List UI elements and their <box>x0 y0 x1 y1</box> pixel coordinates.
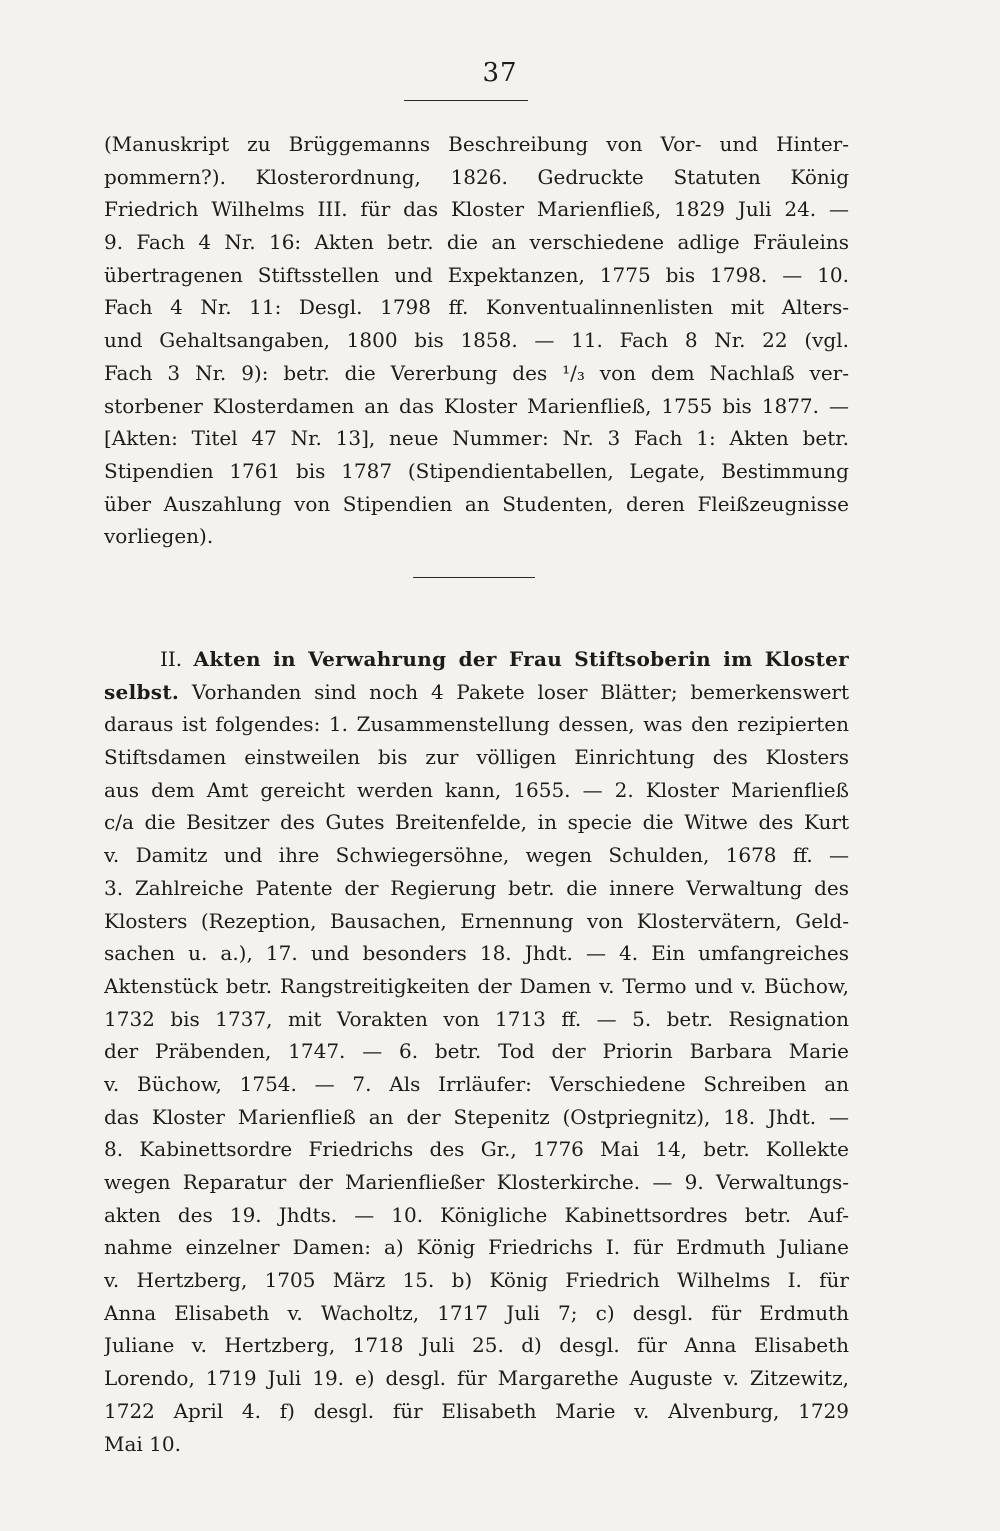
section-heading-line <box>104 643 849 676</box>
text-line: Mai 10. <box>104 1431 181 1456</box>
text-line: pommern?). Klosterordnung, 1826. Gedruckte Statuten König <box>104 164 849 189</box>
text-line: übertragenen Stiftsstellen und Expektanzen, 1775 bis 1798. — 10. <box>104 262 849 287</box>
top-divider <box>404 100 528 101</box>
text-line: Stiftsdamen einstweilen bis zur völligen Einrichtung des Klosters <box>104 745 849 770</box>
text-line: storbener Klosterdamen an das Kloster Marienfließ, 1755 bis 1877. — <box>104 393 849 418</box>
text-line: c/a die Besitzer des Gutes Breitenfelde, in specie die Witwe des Kurt <box>104 810 849 835</box>
text-line: Juliane v. Hertzberg, 1718 Juli 25. d) desgl. für Anna Elisabeth <box>104 1333 849 1358</box>
text-line <box>104 676 849 709</box>
text-line: (Manuskript zu Brüggemanns Beschreibung von Vor- und Hinter- <box>104 132 849 156</box>
paragraph-archive-list <box>104 128 849 553</box>
text-line: 3. Zahlreiche Patente der Regierung betr. die innere Verwaltung des <box>104 875 849 900</box>
text-line: v. Hertzberg, 1705 März 15. b) König Friedrich Wilhelms I. für <box>104 1268 849 1293</box>
section-2-paragraph <box>104 643 849 1460</box>
text-line: Stipendien 1761 bis 1787 (Stipendientabellen, Legate, Bestimmung <box>104 458 849 483</box>
text-line: nahme einzelner Damen: a) König Friedrichs I. für Erdmuth Juliane <box>104 1235 849 1260</box>
text-line: Fach 3 Nr. 9): betr. die Vererbung des ¹/₃ von dem Nachlaß ver- <box>104 360 849 385</box>
text-line: daraus ist folgendes: 1. Zusammenstellung dessen, was den rezipierten <box>104 712 849 737</box>
text-line: Aktenstück betr. Rangstreitigkeiten der Damen v. Termo und v. Büchow, <box>104 973 849 998</box>
text-line: v. Büchow, 1754. — 7. Als Irrläufer: Verschiedene Schreiben an <box>104 1071 849 1096</box>
text-line: v. Damitz und ihre Schwiegersöhne, wegen Schulden, 1678 ff. — <box>104 843 849 868</box>
text-line: Fach 4 Nr. 11: Desgl. 1798 ff. Konventualinnenlisten mit Alters- <box>104 295 849 320</box>
text-line: das Kloster Marienfließ an der Stepenitz (Ostpriegnitz), 18. Jhdt. — <box>104 1104 849 1129</box>
text-line: 8. Kabinettsordre Friedrichs des Gr., 1776 Mai 14, betr. Kollekte <box>104 1137 849 1162</box>
text-line: vorliegen). <box>104 524 214 549</box>
text-line: der Präbenden, 1747. — 6. betr. Tod der Priorin Barbara Marie <box>104 1039 849 1064</box>
text-line: akten des 19. Jhdts. — 10. Königliche Kabinettsordres betr. Auf- <box>104 1202 849 1227</box>
text-line: 1732 bis 1737, mit Vorakten von 1713 ff. — 5. betr. Resignation <box>104 1006 849 1031</box>
text-line: aus dem Amt gereicht werden kann, 1655. — 2. Kloster Marienfließ <box>104 777 849 802</box>
text-line: 1722 April 4. f) desgl. für Elisabeth Marie v. Alvenburg, 1729 <box>104 1398 849 1423</box>
section-numeral: II. <box>160 647 183 671</box>
text-line: [Akten: Titel 47 Nr. 13], neue Nummer: Nr. 3 Fach 1: Akten betr. <box>104 426 849 451</box>
text-fragment: Vorhanden sind noch 4 Pakete loser Blätter; bemerkenswert <box>191 679 849 704</box>
text-line: Anna Elisabeth v. Wacholtz, 1717 Juli 7; c) desgl. für Erdmuth <box>104 1300 849 1325</box>
section-divider <box>413 577 535 578</box>
text-line: Lorendo, 1719 Juli 19. e) desgl. für Margarethe Auguste v. Zitzewitz, <box>104 1366 849 1391</box>
text-line: über Auszahlung von Stipendien an Studenten, deren Fleißzeugnisse <box>104 491 849 516</box>
text-line: wegen Reparatur der Marienfließer Klosterkirche. — 9. Verwaltungs- <box>104 1170 849 1194</box>
text-line: und Gehaltsangaben, 1800 bis 1858. — 11. Fach 8 Nr. 22 (vgl. <box>104 328 849 353</box>
text-line: Friedrich Wilhelms III. für das Kloster Marienfließ, 1829 Juli 24. — <box>104 197 849 222</box>
text-line: sachen u. a.), 17. und besonders 18. Jhdt. — 4. Ein umfangreiches <box>104 941 849 966</box>
page-number: 37 <box>482 58 518 88</box>
section-heading: Akten in Verwahrung der Frau Stiftsoberin im Kloster <box>193 647 849 671</box>
text-line: 9. Fach 4 Nr. 16: Akten betr. die an verschiedene adlige Fräuleins <box>104 230 849 255</box>
text-line: Klosters (Rezeption, Bausachen, Ernennung von Klostervätern, Geld- <box>104 908 849 933</box>
section-heading-end: selbst. <box>104 679 180 704</box>
